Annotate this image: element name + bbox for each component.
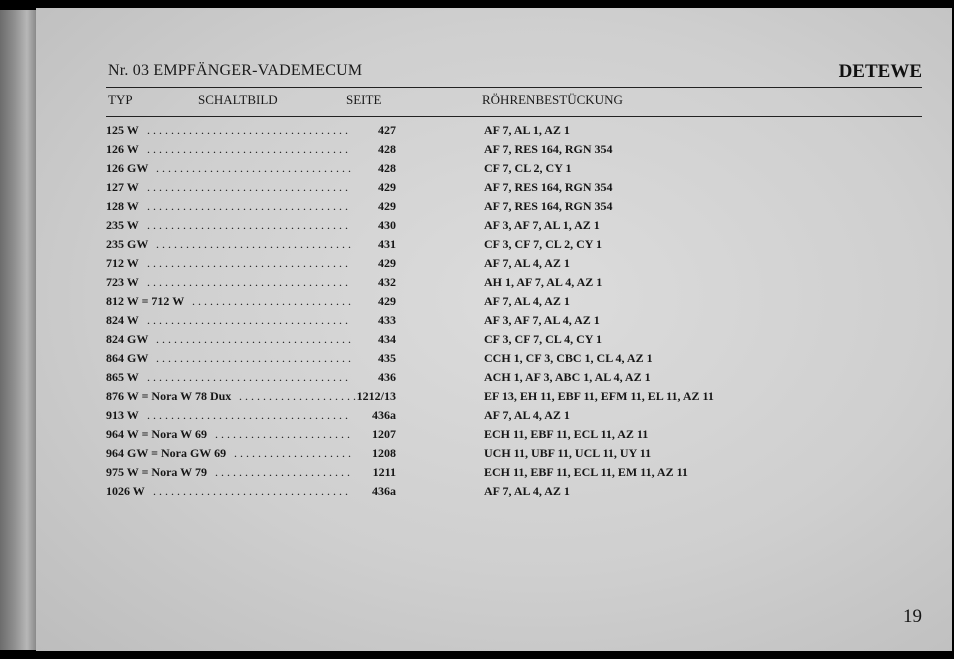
column-header-seite: SEITE (346, 92, 382, 107)
row-roehren: AF 7, AL 4, AZ 1 (484, 294, 570, 308)
page-title: Nr. 03 EMPFÄNGER-VADEMECUM (108, 62, 363, 79)
row-seite: 435 (378, 351, 396, 365)
row-seite: 433 (378, 313, 396, 327)
dot-leader: .................................. (147, 180, 351, 194)
row-typ: 913 W (106, 408, 139, 422)
row-seite: 434 (378, 332, 396, 346)
row-typ: 723 W (106, 275, 139, 289)
dot-leader: ................................. (156, 237, 354, 251)
table-row (36, 370, 952, 389)
row-seite: 429 (378, 294, 396, 308)
book-page (36, 8, 952, 651)
row-roehren: AF 7, AL 4, AZ 1 (484, 256, 570, 270)
row-roehren: AF 7, AL 1, AZ 1 (484, 123, 570, 137)
row-roehren: AF 7, AL 4, AZ 1 (484, 484, 570, 498)
row-seite: 436a (372, 408, 396, 422)
dot-leader: .................................. (147, 199, 351, 213)
row-typ: 235 GW (106, 237, 149, 251)
table-row (36, 446, 952, 465)
dot-leader: .................... (239, 389, 359, 403)
dot-leader: ....................... (215, 465, 353, 479)
row-roehren: UCH 11, UBF 11, UCL 11, UY 11 (484, 446, 652, 460)
dot-leader: .................... (234, 446, 354, 460)
table-row (36, 237, 952, 256)
page-number: 19 (903, 606, 922, 627)
dot-leader: ................................. (156, 161, 354, 175)
row-roehren: AF 7, AL 4, AZ 1 (484, 408, 570, 422)
row-roehren: AF 7, RES 164, RGN 354 (484, 142, 613, 156)
row-roehren: AF 7, RES 164, RGN 354 (484, 199, 613, 213)
row-typ: 864 GW (106, 351, 149, 365)
row-roehren: AF 3, AF 7, AL 1, AZ 1 (484, 218, 600, 232)
table-row (36, 408, 952, 427)
column-header-schaltbild: SCHALTBILD (198, 92, 278, 107)
row-roehren: EF 13, EH 11, EBF 11, EFM 11, EL 11, AZ 11 (484, 389, 714, 403)
row-seite: 431 (378, 237, 396, 251)
row-seite: 428 (378, 161, 396, 175)
row-typ: 964 GW = Nora GW 69 (106, 446, 227, 460)
column-header-roehren: RÖHRENBESTÜCKUNG (482, 92, 623, 107)
brand-name: DETEWE (838, 61, 922, 82)
receiver-table (36, 123, 952, 503)
row-roehren: AH 1, AF 7, AL 4, AZ 1 (484, 275, 603, 289)
table-row (36, 123, 952, 142)
dot-leader: ................................. (156, 332, 354, 346)
dot-leader: .................................. (147, 408, 351, 422)
row-typ: 824 GW (106, 332, 149, 346)
table-row (36, 332, 952, 351)
dot-leader: .................................. (147, 275, 351, 289)
dot-leader: ................................. (156, 351, 354, 365)
row-typ: 125 W (106, 123, 139, 137)
row-roehren: ECH 11, EBF 11, ECL 11, EM 11, AZ 11 (484, 465, 688, 479)
column-header-rule (106, 116, 922, 117)
row-typ: 975 W = Nora W 79 (106, 465, 207, 479)
dot-leader: ....................... (215, 427, 353, 441)
table-row (36, 389, 952, 408)
table-row (36, 199, 952, 218)
table-row (36, 484, 952, 503)
table-row (36, 142, 952, 161)
row-seite: 1212/13 (356, 389, 396, 403)
table-row (36, 427, 952, 446)
row-seite: 427 (378, 123, 396, 137)
row-typ: 812 W = 712 W (106, 294, 185, 308)
row-seite: 432 (378, 275, 396, 289)
header-rule (106, 87, 922, 88)
row-seite: 1208 (372, 446, 396, 460)
row-roehren: ACH 1, AF 3, ABC 1, AL 4, AZ 1 (484, 370, 651, 384)
row-typ: 712 W (106, 256, 139, 270)
dot-leader: .................................. (147, 218, 351, 232)
row-typ: 865 W (106, 370, 139, 384)
dot-leader: .................................. (147, 370, 351, 384)
row-seite: 429 (378, 256, 396, 270)
row-roehren: ECH 11, EBF 11, ECL 11, AZ 11 (484, 427, 649, 441)
book-spine-shadow (0, 10, 36, 650)
row-typ: 126 GW (106, 161, 149, 175)
row-seite: 428 (378, 142, 396, 156)
row-seite: 1207 (372, 427, 396, 441)
row-typ: 876 W = Nora W 78 Dux (106, 389, 232, 403)
table-row (36, 465, 952, 484)
column-header-typ: TYP (108, 92, 133, 107)
row-roehren: CCH 1, CF 3, CBC 1, CL 4, AZ 1 (484, 351, 653, 365)
row-typ: 128 W (106, 199, 139, 213)
row-roehren: AF 3, AF 7, AL 4, AZ 1 (484, 313, 600, 327)
dot-leader: .................................. (147, 123, 351, 137)
table-row (36, 351, 952, 370)
table-row (36, 275, 952, 294)
dot-leader: ........................... (192, 294, 354, 308)
row-typ: 824 W (106, 313, 139, 327)
dot-leader: ................................. (153, 484, 351, 498)
row-roehren: AF 7, RES 164, RGN 354 (484, 180, 613, 194)
row-seite: 429 (378, 180, 396, 194)
table-row (36, 294, 952, 313)
row-seite: 436a (372, 484, 396, 498)
row-roehren: CF 7, CL 2, CY 1 (484, 161, 572, 175)
table-row (36, 313, 952, 332)
table-row (36, 161, 952, 180)
row-seite: 430 (378, 218, 396, 232)
dot-leader: .................................. (147, 256, 351, 270)
row-typ: 127 W (106, 180, 139, 194)
row-seite: 1211 (372, 465, 396, 479)
row-seite: 436 (378, 370, 396, 384)
row-typ: 126 W (106, 142, 139, 156)
row-typ: 1026 W (106, 484, 145, 498)
row-roehren: CF 3, CF 7, CL 2, CY 1 (484, 237, 602, 251)
dot-leader: .................................. (147, 313, 351, 327)
row-roehren: CF 3, CF 7, CL 4, CY 1 (484, 332, 602, 346)
row-typ: 964 W = Nora W 69 (106, 427, 207, 441)
table-row (36, 256, 952, 275)
row-typ: 235 W (106, 218, 139, 232)
table-row (36, 218, 952, 237)
dot-leader: .................................. (147, 142, 351, 156)
table-row (36, 180, 952, 199)
row-seite: 429 (378, 199, 396, 213)
